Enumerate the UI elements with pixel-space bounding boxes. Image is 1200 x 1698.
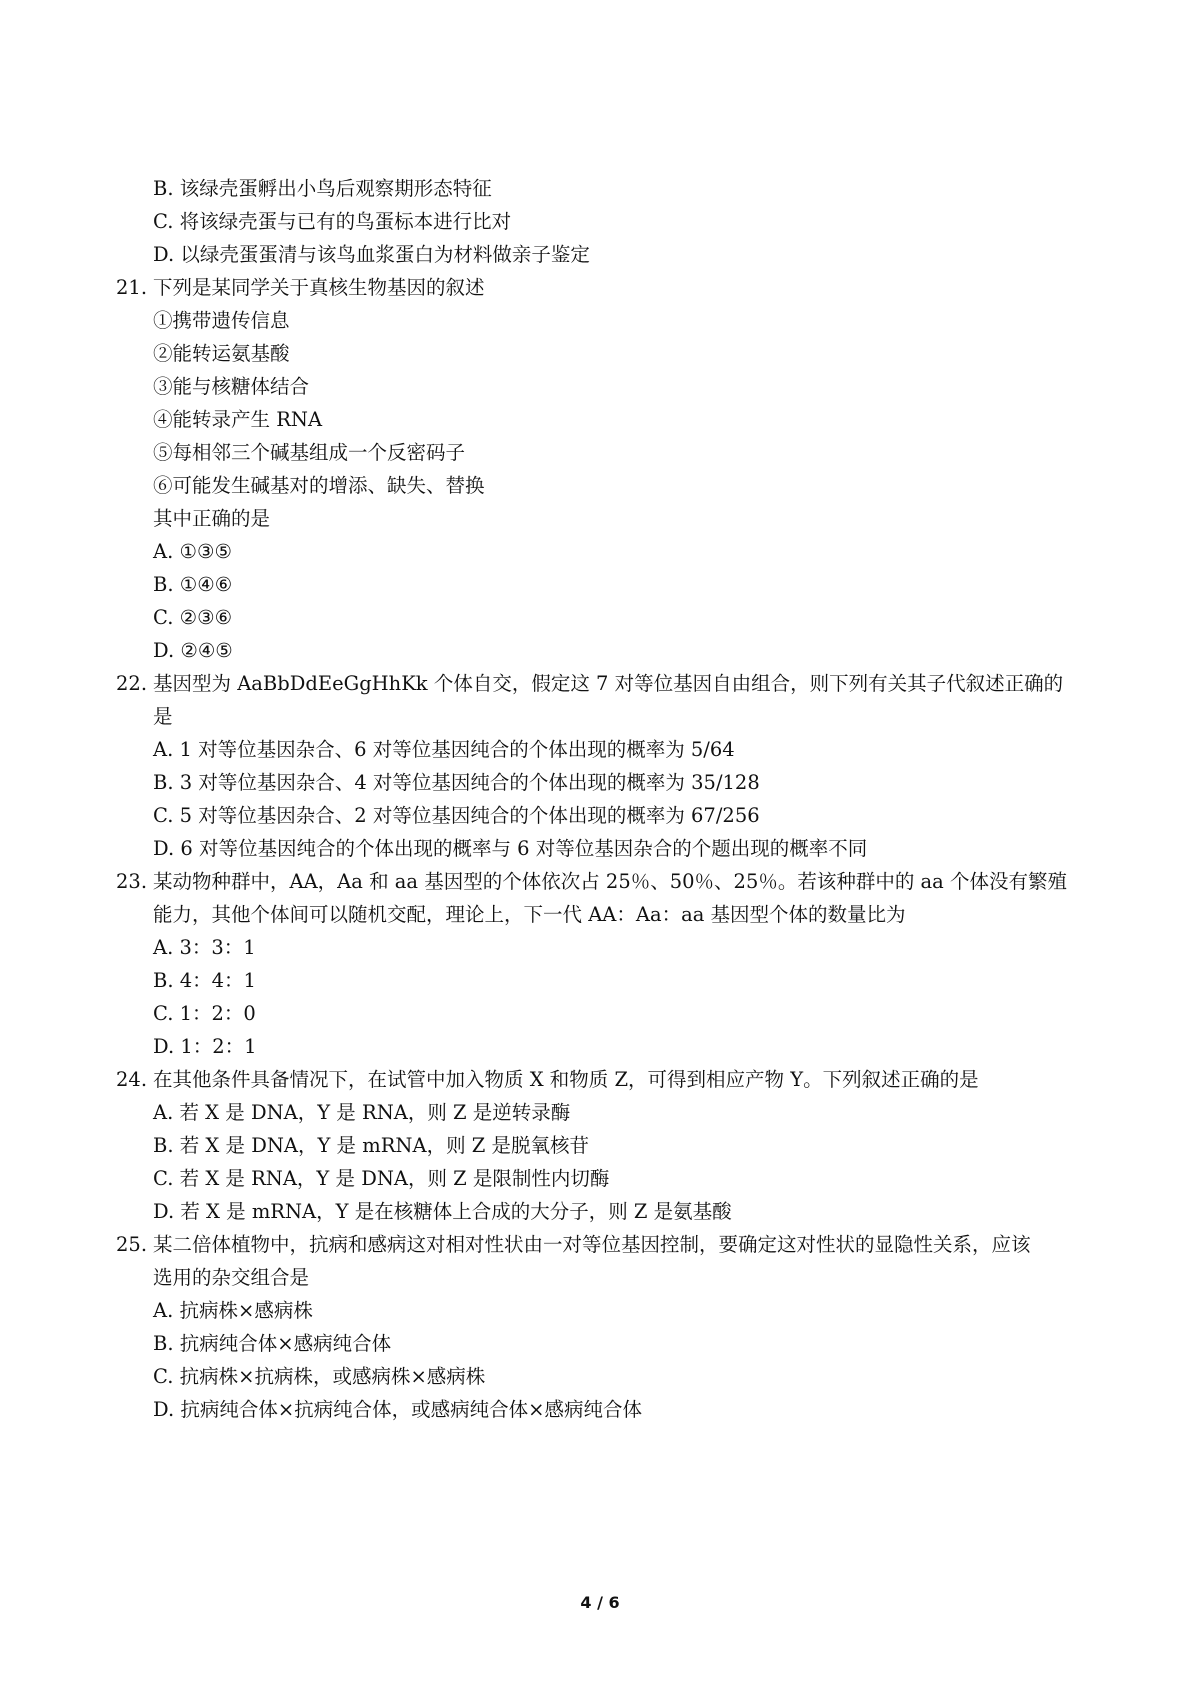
- q21-statement-3: ③能与核糖体结合: [153, 375, 310, 398]
- q21-number: 21.: [116, 276, 148, 299]
- q21-stem-text: 下列是某同学关于真核生物基因的叙述: [153, 276, 485, 299]
- q24-number: 24.: [116, 1068, 148, 1091]
- q21-statement-5: ⑤每相邻三个碱基组成一个反密码子: [153, 441, 466, 464]
- q24-option-c: C. 若 X 是 RNA，Y 是 DNA，则 Z 是限制性内切酶: [153, 1167, 610, 1190]
- q23-stem-text-2: 能力，其他个体间可以随机交配，理论上，下一代 AA：Aa：aa 基因型个体的数量比为: [153, 903, 906, 926]
- q21-statement-2: ②能转运氨基酸: [153, 342, 290, 365]
- q25-option-d: D. 抗病纯合体×抗病纯合体，或感病纯合体×感病纯合体: [153, 1398, 643, 1421]
- q24-stem-text: 在其他条件具备情况下，在试管中加入物质 X 和物质 Z，可得到相应产物 Y。下列叙述正确的是: [153, 1068, 979, 1091]
- q25-number: 25.: [116, 1233, 148, 1256]
- q22-number: 22.: [116, 672, 148, 695]
- q24-option-a: A. 若 X 是 DNA，Y 是 RNA，则 Z 是逆转录酶: [153, 1101, 571, 1124]
- q25-option-c: C. 抗病株×抗病株，或感病株×感病株: [153, 1365, 486, 1388]
- q21-option-a: A. ①③⑤: [153, 540, 232, 563]
- page-content: [116, 172, 1116, 1426]
- q23-option-a: A. 3：3：1: [153, 936, 256, 959]
- q23-stem: [116, 865, 1116, 898]
- q23-option-b: B. 4：4：1: [153, 969, 256, 992]
- q22-stem-text-1: 基因型为 AaBbDdEeGgHhKk 个体自交，假定这 7 对等位基因自由组合，则下列有关其子代叙述正确的: [153, 672, 1064, 695]
- q21-option-c: C. ②③⑥: [153, 606, 233, 629]
- q21-stem: [116, 271, 1116, 304]
- q22-stem: [116, 667, 1116, 700]
- q20-option-d: D. 以绿壳蛋蛋清与该鸟血浆蛋白为材料做亲子鉴定: [153, 243, 590, 266]
- q24-stem: [116, 1063, 1116, 1096]
- q21-option-b: B. ①④⑥: [153, 573, 233, 596]
- q22-stem-text-2: 是: [153, 705, 173, 728]
- q22-option-c: C. 5 对等位基因杂合、2 对等位基因纯合的个体出现的概率为 67/256: [153, 804, 760, 827]
- page-number: 4 / 6: [580, 1593, 620, 1612]
- q23-number: 23.: [116, 870, 148, 893]
- q21-statement-1: ①携带遗传信息: [153, 309, 290, 332]
- q21-prompt: 其中正确的是: [153, 507, 271, 530]
- q21-option-d: D. ②④⑤: [153, 639, 233, 662]
- q25-stem-text-1: 某二倍体植物中，抗病和感病这对相对性状由一对等位基因控制，要确定这对性状的显隐性关系，应该: [153, 1233, 1031, 1256]
- q24-option-b: B. 若 X 是 DNA，Y 是 mRNA，则 Z 是脱氧核苷: [153, 1134, 590, 1157]
- q25-option-b: B. 抗病纯合体×感病纯合体: [153, 1332, 392, 1355]
- q24-option-d: D. 若 X 是 mRNA，Y 是在核糖体上合成的大分子，则 Z 是氨基酸: [153, 1200, 732, 1223]
- q23-option-c: C. 1：2：0: [153, 1002, 256, 1025]
- q25-stem: [116, 1228, 1116, 1261]
- q20-option-c: C. 将该绿壳蛋与已有的鸟蛋标本进行比对: [153, 210, 512, 233]
- q25-stem-text-2: 选用的杂交组合是: [153, 1266, 310, 1289]
- q22-option-a: A. 1 对等位基因杂合、6 对等位基因纯合的个体出现的概率为 5/64: [153, 738, 735, 761]
- q22-option-d: D. 6 对等位基因纯合的个体出现的概率与 6 对等位基因杂合的个题出现的概率不同: [153, 837, 868, 860]
- q23-stem-text-1: 某动物种群中，AA，Aa 和 aa 基因型的个体依次占 25％、50％、25％。若该种群中的 aa 个体没有繁殖: [153, 870, 1068, 893]
- q25-option-a: A. 抗病株×感病株: [153, 1299, 313, 1322]
- q22-option-b: B. 3 对等位基因杂合、4 对等位基因纯合的个体出现的概率为 35/128: [153, 771, 760, 794]
- q23-option-d: D. 1：2：1: [153, 1035, 257, 1058]
- q20-option-b: B. 该绿壳蛋孵出小鸟后观察期形态特征: [153, 177, 492, 200]
- q21-statement-4: ④能转录产生 RNA: [153, 408, 323, 431]
- q21-statement-6: ⑥可能发生碱基对的增添、缺失、替换: [153, 474, 485, 497]
